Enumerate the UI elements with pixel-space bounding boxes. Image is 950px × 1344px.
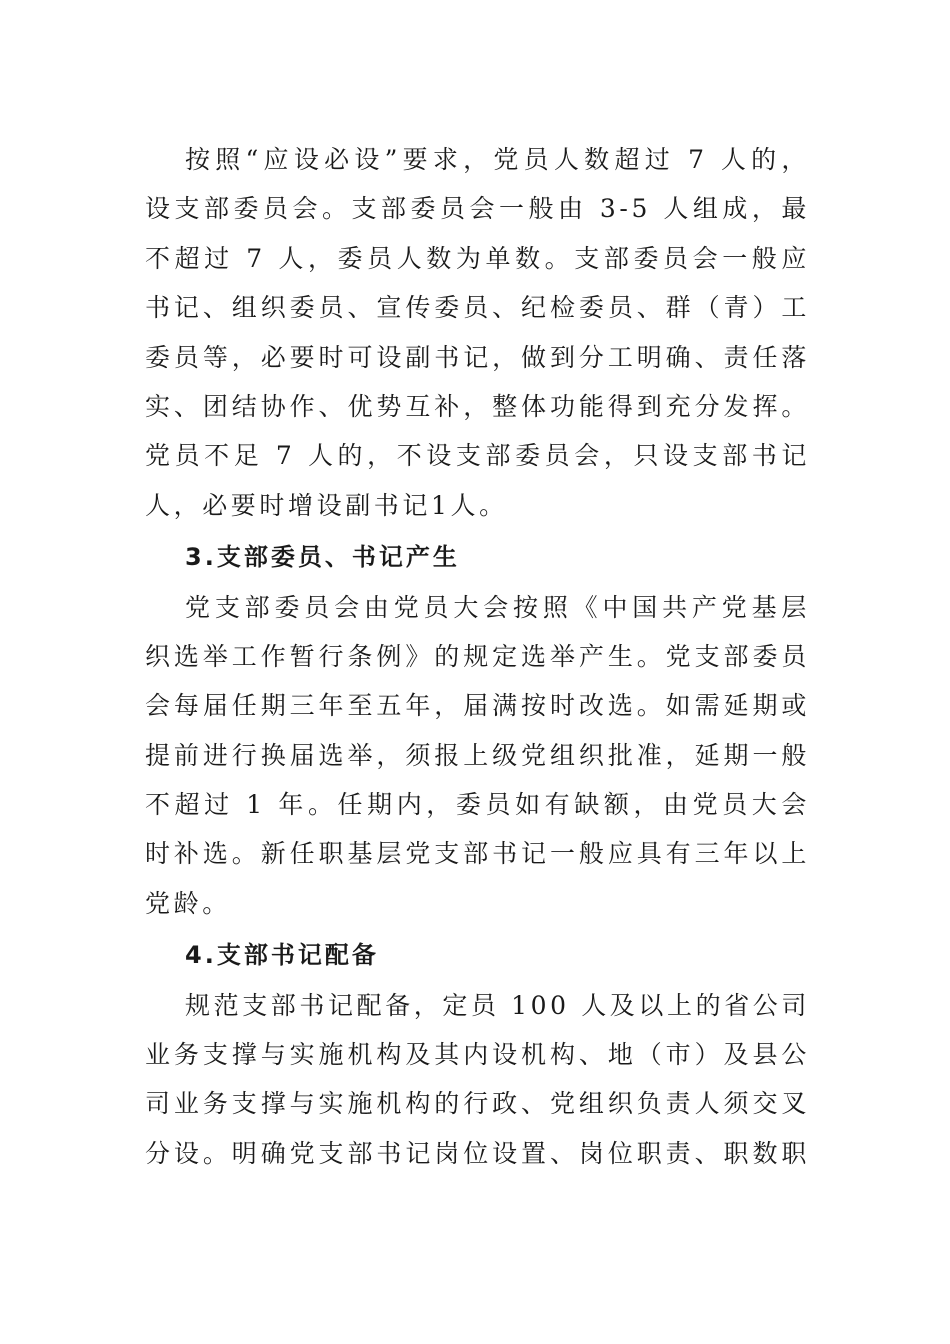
text-line: 委员等，必要时可设副书记，做到分工明确、责任落	[145, 342, 810, 372]
section-heading-3: 3.支部委员、书记产生	[185, 543, 460, 572]
text-line: 不超过 7 人，委员人数为单数。支部委员会一般应	[145, 243, 810, 273]
text-line: 规范支部书记配备，定员 100 人及以上的省公司	[185, 990, 810, 1020]
text-line: 业务支撑与实施机构及其内设机构、地（市）及县公	[145, 1040, 810, 1070]
text-line: 司业务支撑与实施机构的行政、党组织负责人须交叉	[145, 1089, 810, 1119]
text-line: 按照“应设必设”要求，党员人数超过 7 人的，	[185, 145, 810, 174]
text-line: 会每届任期三年至五年，届满按时改选。如需延期或	[145, 691, 810, 721]
document-body	[145, 135, 810, 1178]
text-line: 党员不足 7 人的，不设支部委员会，只设支部书记	[145, 441, 810, 471]
text-line: 设支部委员会。支部委员会一般由 3-5 人组成，最	[145, 194, 810, 224]
section-heading-4: 4.支部书记配备	[185, 941, 379, 970]
text-line: 人，必要时增设副书记1人。	[145, 490, 508, 520]
paragraph-election	[145, 583, 810, 929]
text-line: 织选举工作暂行条例》的规定选举产生。党支部委员	[145, 641, 810, 671]
text-line: 党龄。	[145, 888, 231, 918]
text-line: 时补选。新任职基层党支部书记一般应具有三年以上	[145, 839, 810, 869]
text-line: 实、团结协作、优势互补，整体功能得到充分发挥。	[145, 391, 810, 421]
text-line: 提前进行换届选举，须报上级党组织批准，延期一般	[145, 740, 810, 770]
text-line: 不超过 1 年。任期内，委员如有缺额，由党员大会	[145, 790, 810, 820]
paragraph-party-committee-setup	[145, 135, 810, 530]
text-line: 党支部委员会由党员大会按照《中国共产党基层	[185, 592, 810, 622]
text-line: 分设。明确党支部书记岗位设置、岗位职责、职数职	[145, 1138, 810, 1168]
paragraph-secretary-staffing	[145, 981, 810, 1179]
text-line: 书记、组织委员、宣传委员、纪检委员、群（青）工	[145, 293, 810, 323]
